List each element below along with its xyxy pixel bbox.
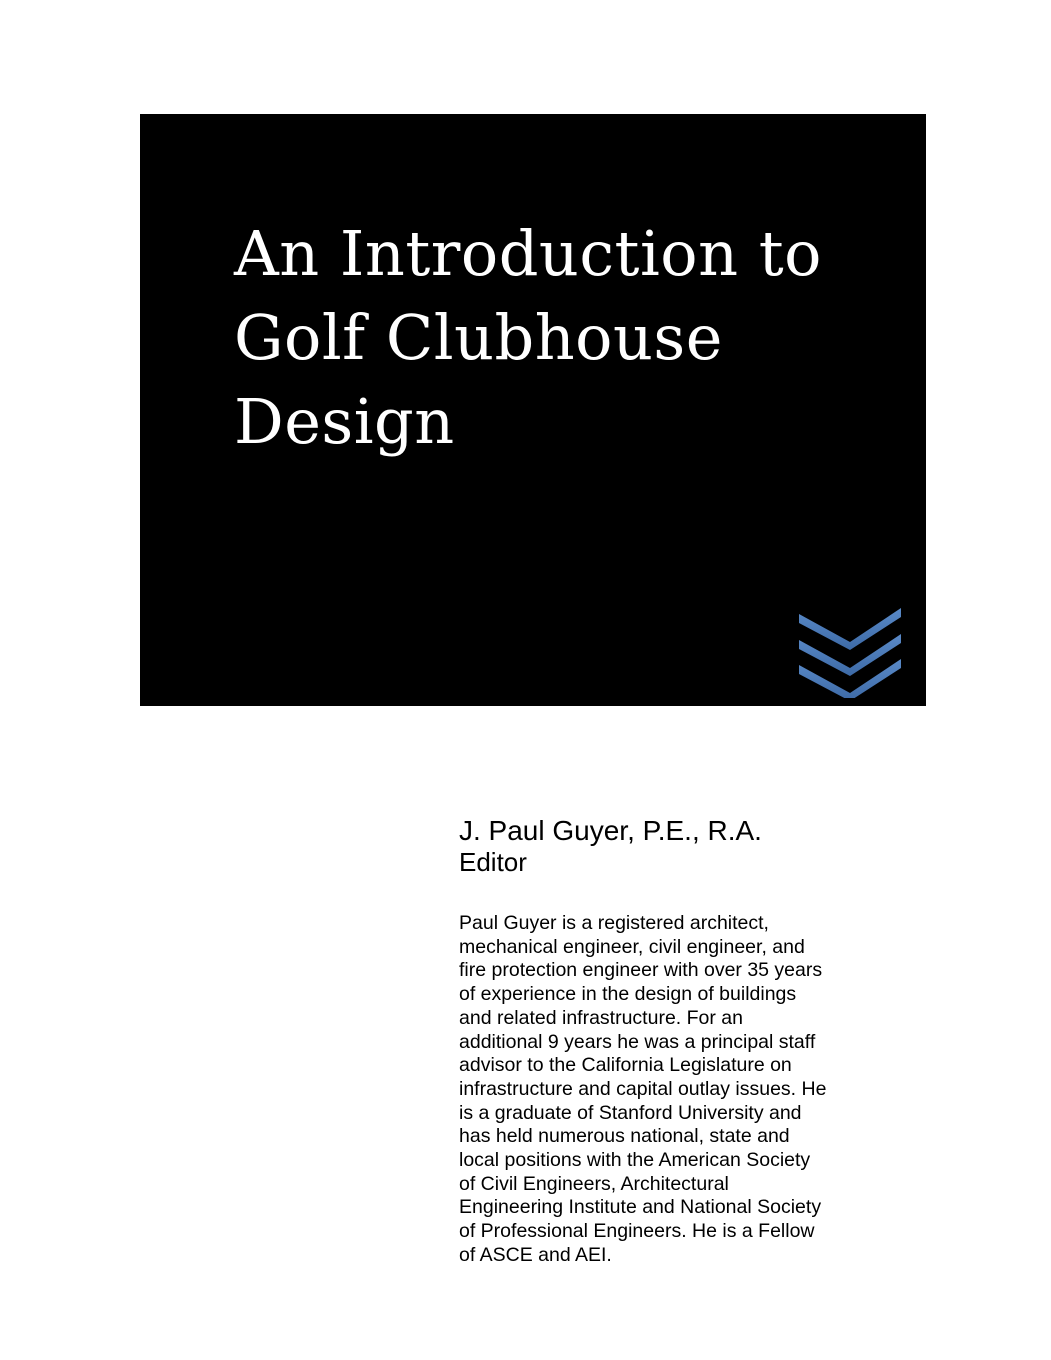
author-bio: [459, 912, 879, 1268]
bio-line: is a graduate of Stanford University and: [459, 1101, 802, 1124]
bio-line: of Civil Engineers, Architectural: [459, 1172, 729, 1195]
bio-line: of experience in the design of buildings: [459, 983, 797, 1006]
bio-line: has held numerous national, state and: [459, 1125, 790, 1148]
book-title: [234, 212, 894, 464]
cover-panel: [140, 114, 926, 706]
bio-line: mechanical engineer, civil engineer, and: [459, 935, 805, 958]
bio-line: and related infrastructure. For an: [459, 1006, 743, 1029]
bio-line: local positions with the American Society: [459, 1149, 811, 1172]
author-role: Editor: [459, 847, 527, 877]
title-line: Design: [234, 385, 455, 458]
bio-line: Engineering Institute and National Society: [459, 1196, 822, 1219]
bio-line: advisor to the California Legislature on: [459, 1054, 792, 1077]
bio-line: fire protection engineer with over 35 years: [459, 959, 823, 982]
bio-line: infrastructure and capital outlay issues. He: [459, 1077, 827, 1100]
author-block: [459, 814, 762, 877]
bio-line: of Professional Engineers. He is a Fellow: [459, 1220, 815, 1243]
bio-line: additional 9 years he was a principal staff: [459, 1030, 816, 1053]
title-line: Golf Clubhouse: [234, 301, 723, 374]
bio-line: Paul Guyer is a registered architect,: [459, 912, 769, 934]
triple-chevron-down-icon: [797, 606, 903, 698]
title-line: An Introduction to: [234, 217, 823, 290]
author-name: J. Paul Guyer, P.E., R.A.: [459, 815, 762, 846]
bio-line: of ASCE and AEI.: [459, 1243, 612, 1266]
